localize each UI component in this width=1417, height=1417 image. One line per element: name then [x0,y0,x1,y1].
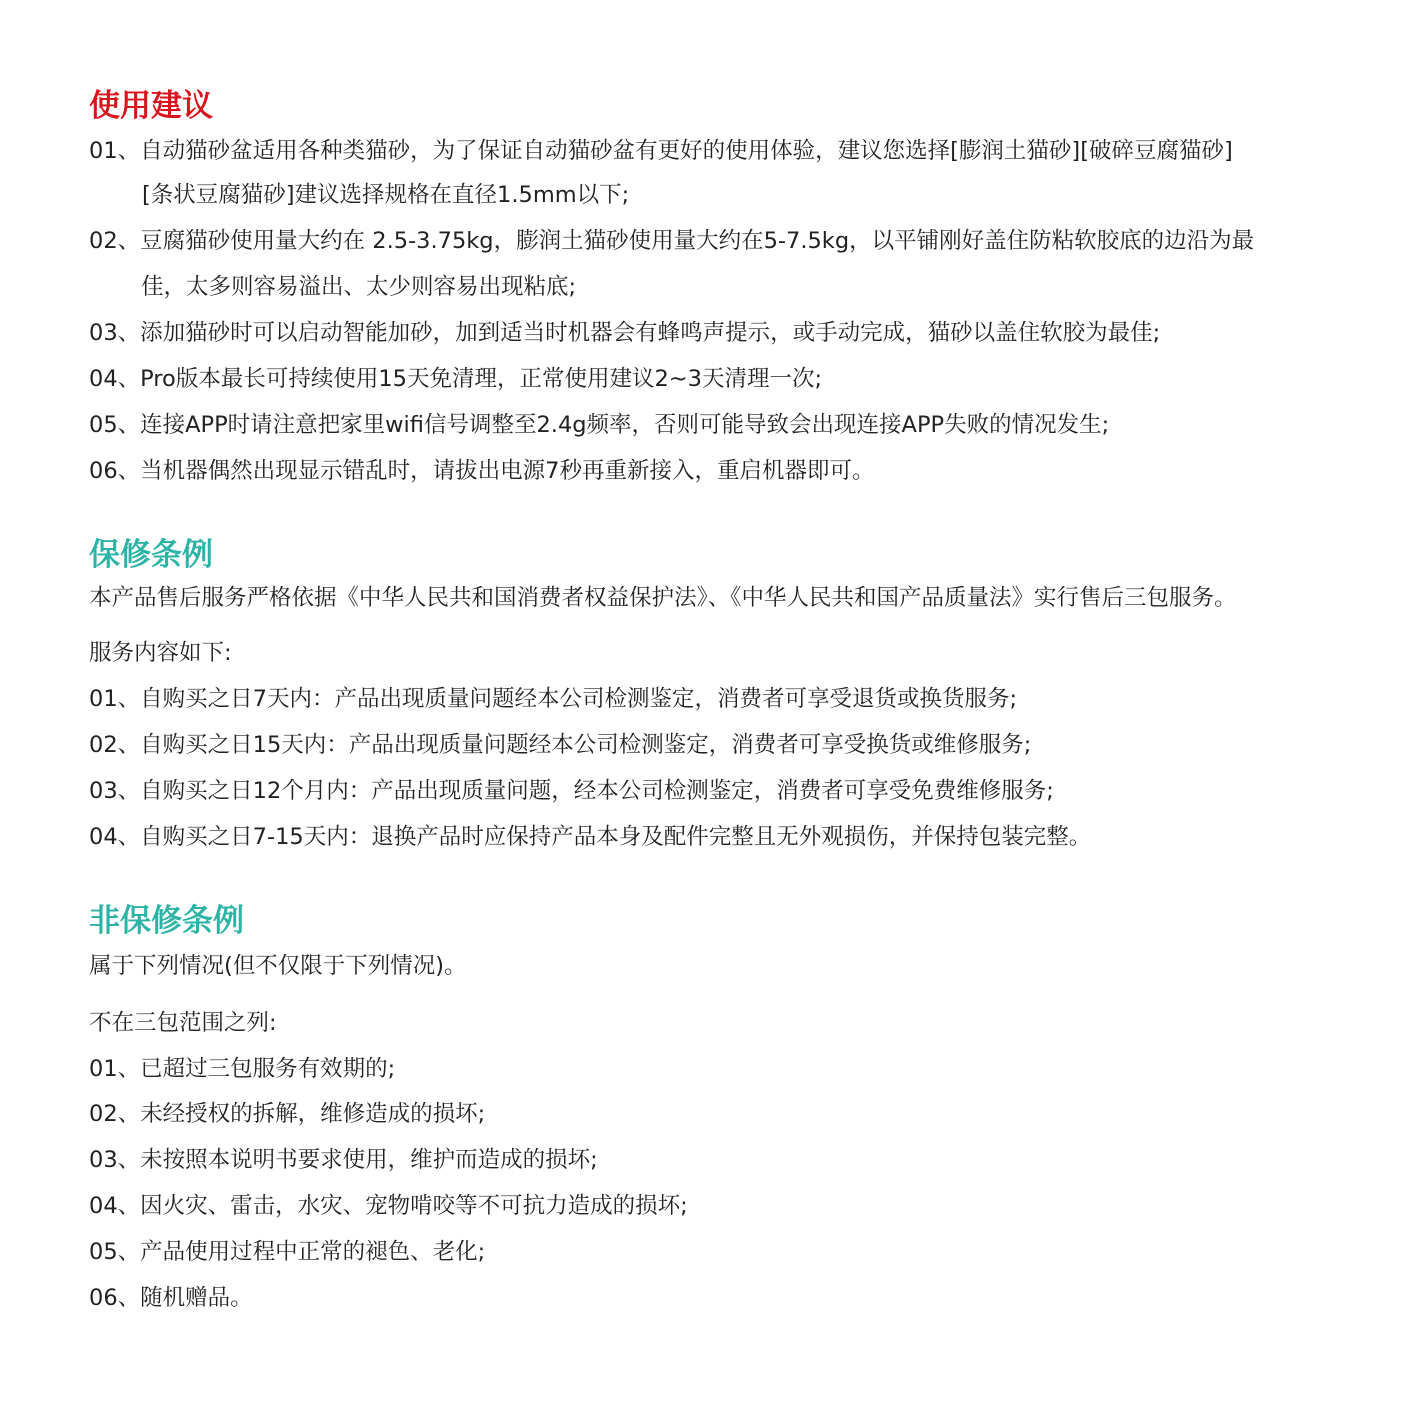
usage-item-05: 05、连接APP时请注意把家里wifi信号调整至2.4g频率，否则可能导致会出现连接APP失败的情况发生; [89,412,1110,438]
non-warranty-subtitle: 不在三包范围之列: [89,1010,277,1036]
non-warranty-item-06: 06、随机赠品。 [89,1285,253,1311]
usage-item-04: 04、Pro版本最长可持续使用15天免清理，正常使用建议2~3天清理一次; [89,366,823,392]
warranty-item-03: 03、自购买之日12个月内：产品出现质量问题，经本公司检测鉴定，消费者可享受免费维修服务; [89,778,1054,804]
usage-item-06: 06、当机器偶然出现显示错乱时，请拔出电源7秒再重新接入，重启机器即可。 [89,458,875,484]
warranty-item-01: 01、自购买之日7天内：产品出现质量问题经本公司检测鉴定，消费者可享受退货或换货服务; [89,686,1018,712]
usage-item-02-continued: 佳，太多则容易溢出、太少则容易出现粘底; [141,274,577,300]
warranty-subtitle: 服务内容如下: [89,640,232,666]
non-warranty-item-01: 01、已超过三包服务有效期的; [89,1056,396,1082]
warranty-intro: 本产品售后服务严格依据《中华人民共和国消费者权益保护法》、《中华人民共和国产品质量法》实行售后三包服务。 [89,585,1237,611]
non-warranty-item-05: 05、产品使用过程中正常的褪色、老化; [89,1239,486,1265]
usage-item-01: 01、自动猫砂盆适用各种类猫砂，为了保证自动猫砂盆有更好的使用体验，建议您选择[膨润土猫砂][破碎豆腐猫砂] [89,138,1233,164]
non-warranty-section-title: 非保修条例 [89,903,244,939]
non-warranty-item-02: 02、未经授权的拆解，维修造成的损坏; [89,1101,486,1127]
usage-section-title: 使用建议 [89,88,213,124]
non-warranty-item-04: 04、因火灾、雷击，水灾、宠物啃咬等不可抗力造成的损坏; [89,1193,688,1219]
usage-item-01-continued: [条状豆腐猫砂]建议选择规格在直径1.5mm以下; [142,182,630,208]
warranty-item-04: 04、自购买之日7-15天内：退换产品时应保持产品本身及配件完整且无外观损伤，并保持包装完整。 [89,824,1092,850]
non-warranty-item-03: 03、未按照本说明书要求使用，维护而造成的损坏; [89,1147,598,1173]
warranty-item-02: 02、自购买之日15天内：产品出现质量问题经本公司检测鉴定，消费者可享受换货或维修服务; [89,732,1032,758]
usage-item-03: 03、添加猫砂时可以启动智能加砂，加到适当时机器会有蜂鸣声提示，或手动完成，猫砂以盖住软胶为最佳; [89,320,1161,346]
non-warranty-intro: 属于下列情况(但不仅限于下列情况)。 [89,953,467,979]
usage-item-02: 02、豆腐猫砂使用量大约在 2.5-3.75kg，膨润土猫砂使用量大约在5-7.5kg，以平铺刚好盖住防粘软胶底的边沿为最 [89,228,1255,254]
warranty-section-title: 保修条例 [89,537,213,573]
